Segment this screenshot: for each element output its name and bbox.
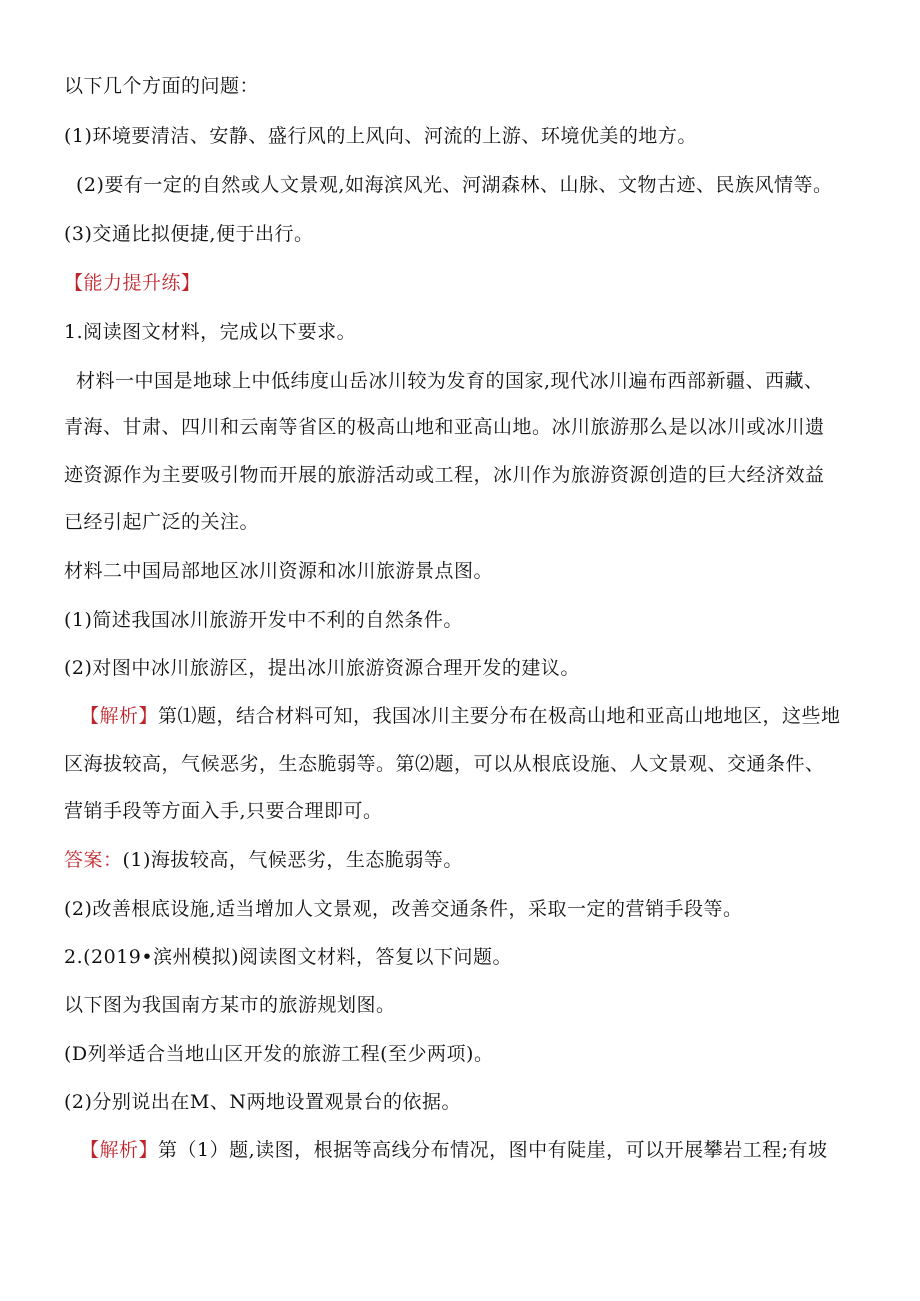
paragraph-line: 营销手段等方面入手,只要合理即可。 [64, 800, 383, 822]
paragraph-line: 以下几个方面的问题： [64, 75, 260, 97]
paragraph-line: 已经引起广泛的关注。 [64, 511, 260, 533]
list-item: (2)要有一定的自然或人文景观,如海滨风光、河湖森林、山脉、文物古迹、民族风情等。 [76, 174, 833, 196]
list-item: (D列举适合当地山区开发的旅游工程(至少两项)。 [64, 1043, 494, 1065]
list-item: (2)对图中冰川旅游区，提出冰川旅游资源合理开发的建议。 [64, 657, 580, 679]
analysis-text: 第⑴题，结合材料可知，我国冰川主要分布在极高山地和亚高山地地区，这些地 [158, 705, 841, 727]
analysis-tag: 【解析】 [80, 1139, 159, 1161]
list-item: (1)环境要清洁、安静、盛行风的上风向、河流的上游、环境优美的地方。 [64, 125, 697, 147]
list-item: (2)改善根底设施,适当增加人文景观，改善交通条件，采取一定的营销手段等。 [64, 898, 743, 920]
list-item: (3)交通比拟便捷,便于出行。 [64, 223, 314, 245]
list-item: (2)分别说出在M、N两地设置观景台的依据。 [64, 1091, 461, 1113]
paragraph-line: 以下图为我国南方某市的旅游规划图。 [64, 994, 396, 1016]
answer-line [64, 847, 880, 873]
question-title: 1.阅读图文材料，完成以下要求。 [64, 321, 357, 343]
question-title: 2.(2019•滨州模拟)阅读图文材料，答复以下问题。 [64, 946, 513, 968]
paragraph-line: 迹资源作为主要吸引物而开展的旅游活动或工程，冰川作为旅游资源创造的巨大经济效益 [64, 464, 825, 486]
paragraph-line: 材料一中国是地球上中低纬度山岳冰川较为发育的国家,现代冰川遍布西部新疆、西藏、 [76, 370, 824, 392]
section-heading: 【能力提升练】 [64, 272, 201, 294]
analysis-line [80, 703, 880, 729]
paragraph-line: 材料二中国局部地区冰川资源和冰川旅游景点图。 [64, 560, 494, 582]
analysis-tag: 【解析】 [80, 705, 159, 727]
paragraph-line: 区海拔较高，气候恶劣，生态脆弱等。第⑵题，可以从根底设施、人文景观、交通条件、 [64, 753, 825, 775]
analysis-text: 第（1）题,读图，根据等高线分布情况，图中有陡崖，可以开展攀岩工程;有坡 [158, 1139, 828, 1161]
list-item: (1)简述我国冰川旅游开发中不利的自然条件。 [64, 609, 463, 631]
analysis-line [80, 1137, 880, 1163]
answer-tag: 答案： [64, 849, 123, 871]
answer-text: (1)海拔较高，气候恶劣，生态脆弱等。 [122, 849, 463, 871]
paragraph-line: 青海、甘肃、四川和云南等省区的极高山地和亚高山地。冰川旅游那么是以冰川或冰川遗 [64, 416, 825, 438]
